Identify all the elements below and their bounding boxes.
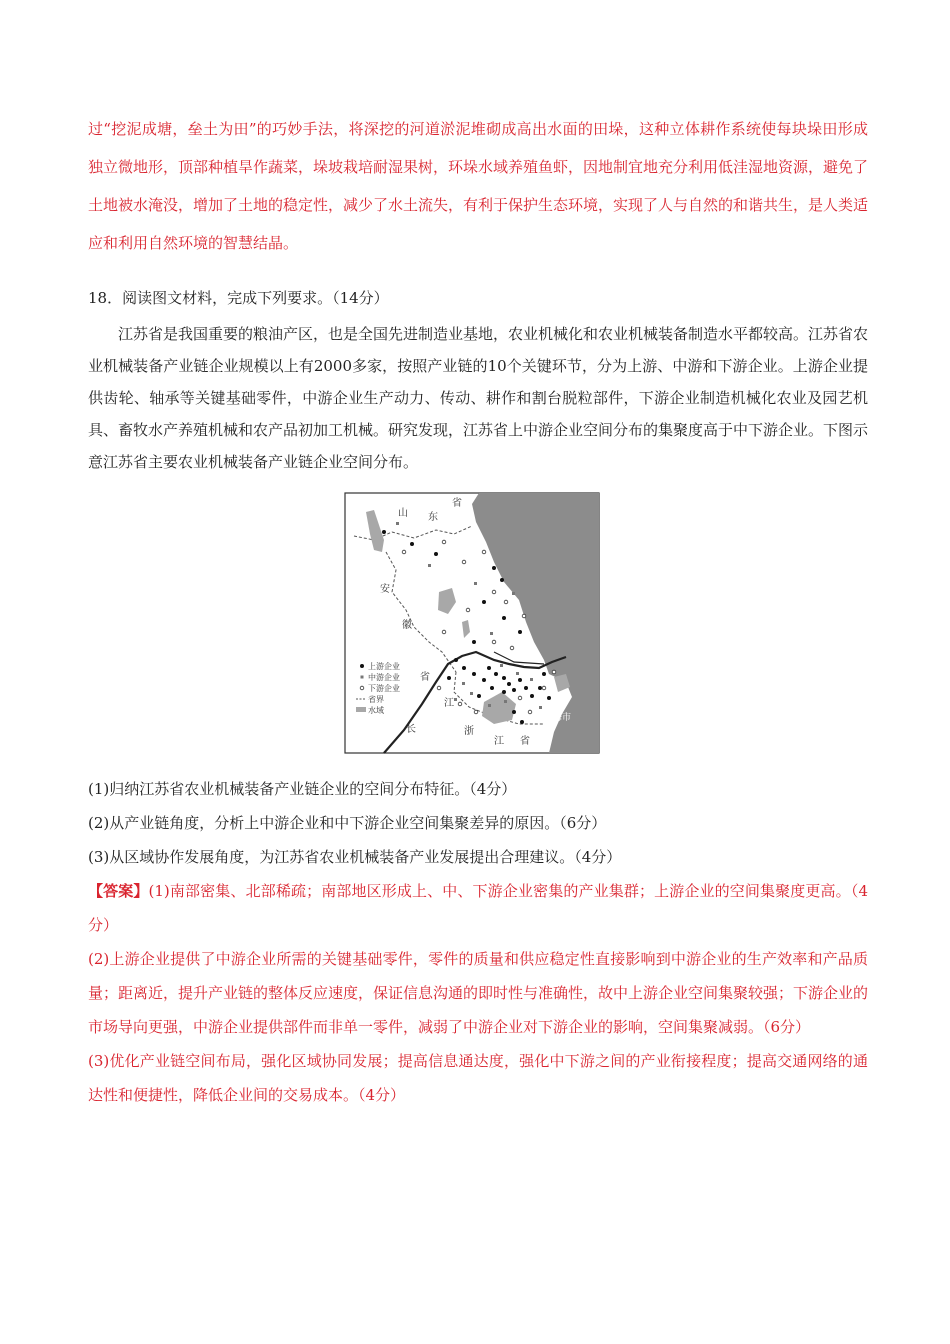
legend-downstream: 下游企业 <box>368 684 400 693</box>
legend-upstream: 上游企业 <box>368 662 400 671</box>
sub-questions <box>88 772 868 874</box>
answer-block <box>88 874 868 1112</box>
label-jiang: 江 <box>444 698 454 709</box>
legend-midstream: 中游企业 <box>368 673 400 682</box>
answer-2: (2)上游企业提供了中游企业所需的关键基础零件，零件的质量和供应稳定性直接影响到中游企业的生产效率和产品质量；距离近，提升产业链的整体反应速度，保证信息沟通的即时性与准确性，故中上游企业空间集聚较强；下游企业的市场导向更强，中游企业提供部件而非单一零件，减弱了中游企业对下游企业的影响，空间集聚减弱。（6分） <box>88 950 869 1036</box>
label-shandong-3: 省 <box>452 498 462 509</box>
label-anhui-3: 省 <box>420 672 430 683</box>
label-anhui-1: 安 <box>380 584 390 595</box>
label-chang: 长 <box>406 724 416 735</box>
intro-answer-paragraph: 过“挖泥成塘，垒土为田”的巧妙手法，将深挖的河道淤泥堆砌成高出水面的田垛，这种立体耕作系统使每块垛田形成独立微地形，顶部种植旱作蔬菜，垛坡栽培耐湿果树，环垛水域养殖鱼虾，因地制宜地充分利用低洼湿地资源，避免了土地被水淹没，增加了土地的稳定性，减少了水土流失，有利于保护生态环境，实现了人与自然的和谐共生，是人类适应和利用自然环境的智慧结晶。 <box>88 120 869 252</box>
label-anhui-2: 徽 <box>402 620 412 631</box>
label-zhejiang-2: 江 <box>494 736 504 747</box>
enterprise-distribution-map <box>344 492 600 754</box>
label-shandong-1: 山 <box>398 508 408 519</box>
question-title: 18．阅读图文材料，完成下列要求。（14分） <box>88 289 389 307</box>
answer-1-text: (1)南部密集、北部稀疏；南部地区形成上、中、下游企业密集的产业集群；上游企业的空间集聚度更高。（4分） <box>88 882 868 934</box>
sub-question-2: (2)从产业链角度，分析上中游企业和中下游企业空间集聚差异的原因。（6分） <box>88 814 607 832</box>
answer-tag: 【答案】 <box>88 882 149 900</box>
answer-3: (3)优化产业链空间布局，强化区域协同发展；提高信息通达度，强化中下游之间的产业衔接程度；提高交通网络的通达性和便捷性，降低企业间的交易成本。（4分） <box>88 1052 868 1104</box>
label-zhejiang-1: 浙 <box>464 726 474 737</box>
sub-question-1: (1)归纳江苏省农业机械装备产业链企业的空间分布特征。（4分） <box>88 780 517 798</box>
label-shanghai: 上海市 <box>544 713 572 723</box>
page <box>88 110 868 1112</box>
sub-question-3: (3)从区域协作发展角度，为江苏省农业机械装备产业发展提出合理建议。（4分） <box>88 848 622 866</box>
legend-water: 水域 <box>368 706 384 715</box>
question-material: 江苏省是我国重要的粮油产区，也是全国先进制造业基地，农业机械化和农业机械装备制造水平都较高。江苏省农业机械装备产业链企业规模以上有2000多家，按照产业链的10个关键环节，分为上游、中游和下游企业。上游企业提供齿轮、轴承等关键基础零件，中游企业生产动力、传动、耕作和割台脱粒部件，下游企业制造机械化农业及园艺机具、畜牧水产养殖机械和农产品初加工机械。研究发现，江苏省上中游企业空间分布的集聚度高于中下游企业。下图示意江苏省主要农业机械装备产业链企业空间分布。 <box>88 325 869 471</box>
map-svg <box>344 492 600 754</box>
label-shandong-2: 东 <box>428 512 438 523</box>
answer-1 <box>88 874 868 942</box>
legend-boundary: 省界 <box>368 695 384 704</box>
label-zhejiang-3: 省 <box>520 736 530 747</box>
